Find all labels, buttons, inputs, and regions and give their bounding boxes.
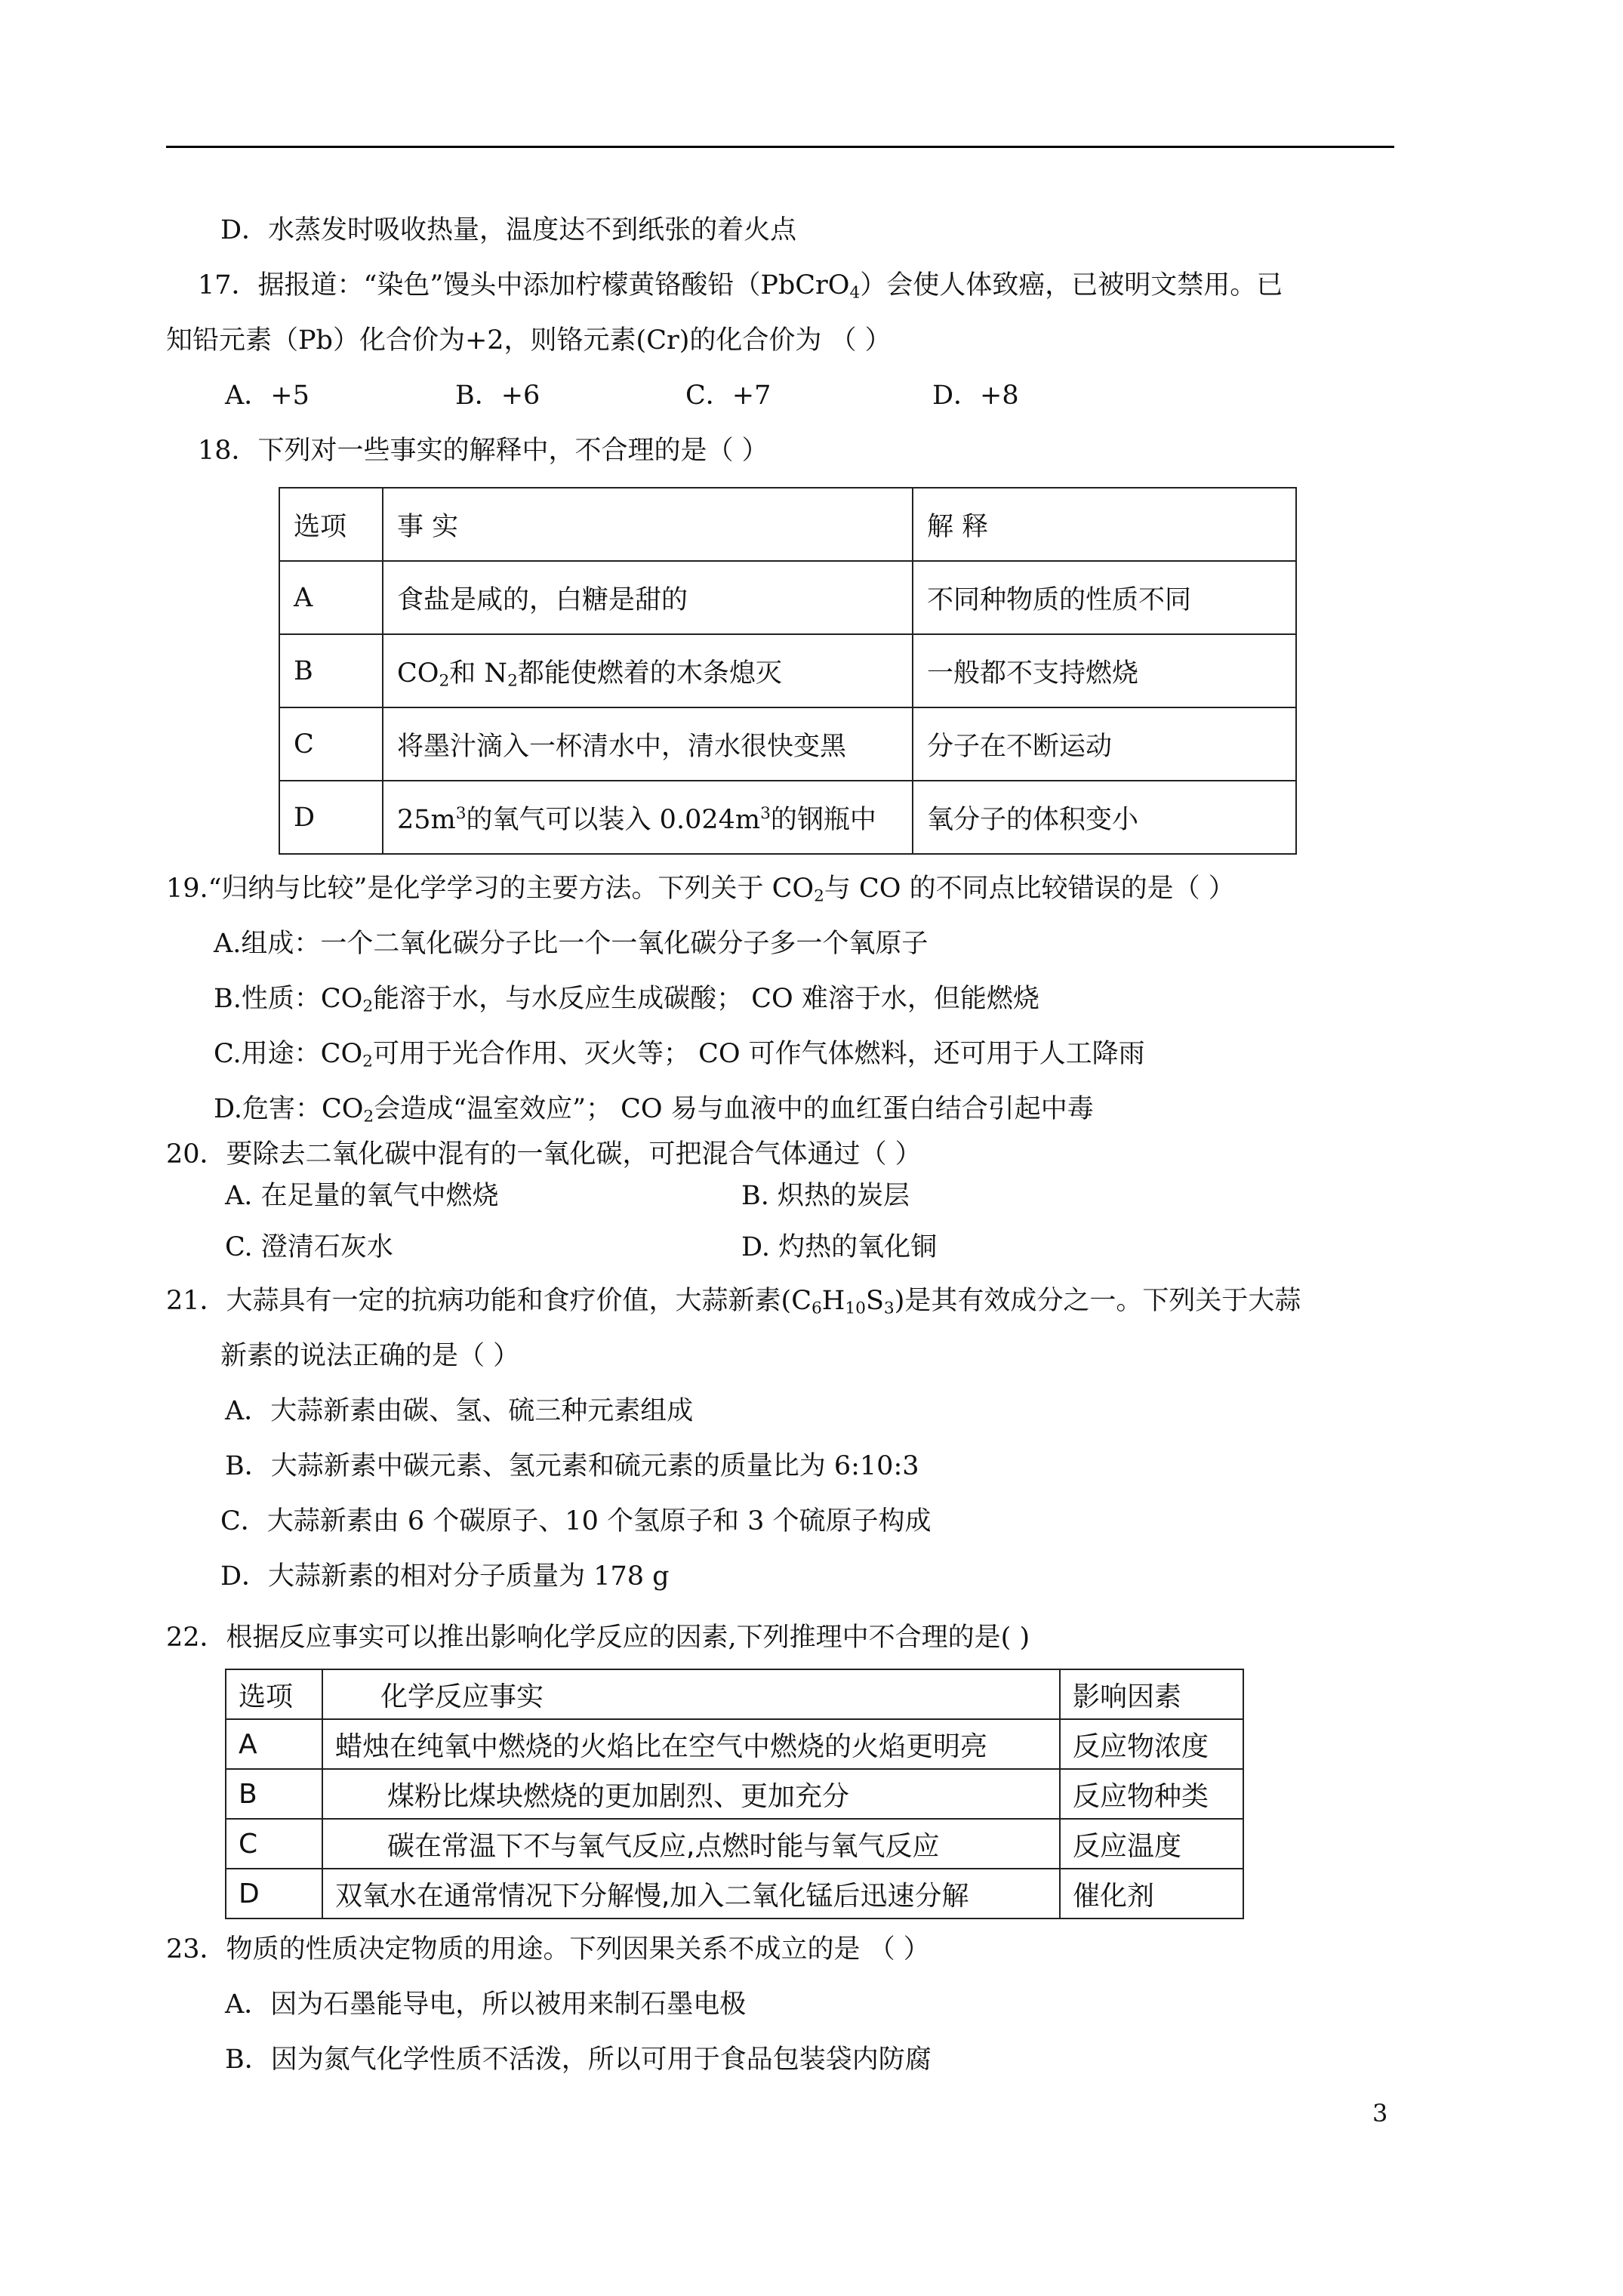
row-fact: 食盐是咸的，白糖是甜的 (383, 561, 913, 634)
header-rule (166, 146, 1394, 148)
row-explanation: 不同种物质的性质不同 (913, 561, 1296, 634)
q16-option-d: D．水蒸发时吸收热量，温度达不到纸张的着火点 (220, 215, 797, 245)
q17-option-c: C．+7 (685, 381, 771, 411)
row-factor: 催化剂 (1060, 1869, 1243, 1918)
q18-stem: 18．下列对一些事实的解释中，不合理的是（ ） (198, 436, 768, 466)
q18-table (279, 487, 1297, 855)
q23-option-b: B．因为氮气化学性质不活泼，所以可用于食品包装袋内防腐 (225, 2045, 932, 2075)
q20-option-a: A. 在足量的氧气中燃烧 (225, 1181, 499, 1211)
q19-option-b: B.性质：$CO_2$能溶于水，与水反应生成碳酸； CO 难溶于水，但能燃烧 (214, 984, 1039, 1016)
table-row (226, 1819, 1243, 1869)
row-explanation: 一般都不支持燃烧 (913, 634, 1296, 707)
row-option: A (226, 1719, 322, 1769)
table-row (226, 1719, 1243, 1769)
header-factor: 影响因素 (1060, 1669, 1243, 1719)
q22-table (225, 1669, 1244, 1919)
q17-stem-line1: 17．据报道：“染色”馒头中添加柠檬黄铬酸铅（PbCrO$_4$）会使人体致癌，已被明文禁用。已 (198, 270, 1283, 303)
table-row (226, 1769, 1243, 1819)
q19-stem: 19.“归纳与比较”是化学学习的主要方法。下列关于 $CO_2$与 CO 的不同点比较错误的是（ ） (166, 874, 1235, 906)
row-option: B (226, 1769, 322, 1819)
q17-stem-line2: 知铅元素（Pb）化合价为+2，则铬元素(Cr)的化合价为 （ ） (166, 325, 892, 356)
header-explanation: 解 释 (913, 488, 1296, 561)
row-fact: 将墨汁滴入一杯清水中，清水很快变黑 (383, 707, 913, 781)
q21-stem-line1: 21．大蒜具有一定的抗病功能和食疗价值，大蒜新素$(C_6H_{10}S_3)$是其有效成分之一。下列关于大蒜 (166, 1286, 1301, 1318)
row-factor: 反应物浓度 (1060, 1719, 1243, 1769)
header-option: 选项 (226, 1669, 322, 1719)
table-row (279, 634, 1296, 707)
q19-option-d: D.危害：$CO_2$会造成“温室效应”； CO 易与血液中的血红蛋白结合引起中毒 (214, 1094, 1094, 1126)
q21-stem-line2: 新素的说法正确的是（ ） (220, 1341, 520, 1371)
q21-option-d: D．大蒜新素的相对分子质量为 178 g (220, 1561, 670, 1592)
row-option: A (279, 561, 383, 634)
row-factor: 反应物种类 (1060, 1769, 1243, 1819)
row-explanation: 氧分子的体积变小 (913, 781, 1296, 854)
header-fact: 化学反应事实 (322, 1669, 1060, 1719)
q17-option-d: D．+8 (932, 381, 1019, 411)
row-fact: $CO_2$和 $N_2$都能使燃着的木条熄灭 (383, 634, 913, 707)
q17-option-a: A．+5 (225, 381, 310, 411)
table-row (226, 1869, 1243, 1918)
q19-option-a: A.组成：一个二氧化碳分子比一个一氧化碳分子多一个氧原子 (214, 929, 929, 959)
row-factor: 反应温度 (1060, 1819, 1243, 1869)
table-row (279, 781, 1296, 854)
row-option: C (279, 707, 383, 781)
row-fact: 蜡烛在纯氧中燃烧的火焰比在空气中燃烧的火焰更明亮 (322, 1719, 1060, 1769)
row-option: D (226, 1869, 322, 1918)
q20-option-c: C. 澄清石灰水 (225, 1232, 393, 1262)
row-option: C (226, 1819, 322, 1869)
row-option: D (279, 781, 383, 854)
q17-option-b: B．+6 (455, 381, 540, 411)
q20-stem: 20．要除去二氧化碳中混有的一氧化碳，可把混合气体通过（ ） (166, 1139, 922, 1170)
q22-stem: 22．根据反应事实可以推出影响化学反应的因素,下列推理中不合理的是( ) (166, 1623, 1030, 1653)
table-header-row (279, 488, 1296, 561)
row-fact: 碳在常温下不与氧气反应,点燃时能与氧气反应 (322, 1819, 1060, 1869)
row-option: B (279, 634, 383, 707)
header-option: 选项 (279, 488, 383, 561)
q23-stem: 23．物质的性质决定物质的用途。下列因果关系不成立的是 （ ） (166, 1934, 930, 1965)
q21-option-a: A．大蒜新素由碳、氢、硫三种元素组成 (225, 1396, 694, 1426)
q20-option-b: B. 炽热的炭层 (741, 1181, 910, 1211)
row-fact: 双氧水在通常情况下分解慢,加入二氧化锰后迅速分解 (322, 1869, 1060, 1918)
table-row (279, 561, 1296, 634)
table-row (279, 707, 1296, 781)
page-number: 3 (1372, 2099, 1388, 2128)
header-fact: 事 实 (383, 488, 913, 561)
q20-option-d: D. 灼热的氧化铜 (741, 1232, 938, 1262)
q23-option-a: A．因为石墨能导电，所以被用来制石墨电极 (225, 1989, 747, 2020)
q19-option-c: C.用途：$CO_2$可用于光合作用、灭火等； CO 可作气体燃料，还可用于人工降雨 (214, 1039, 1145, 1071)
row-explanation: 分子在不断运动 (913, 707, 1296, 781)
row-fact: 煤粉比煤块燃烧的更加剧烈、更加充分 (322, 1769, 1060, 1819)
q21-option-b: B．大蒜新素中碳元素、氢元素和硫元素的质量比为 6:10:3 (225, 1451, 919, 1481)
row-fact: $25m^3$的氧气可以装入 $0.024m^3$的钢瓶中 (383, 781, 913, 854)
q21-option-c: C．大蒜新素由 6 个碳原子、10 个氢原子和 3 个硫原子构成 (220, 1506, 932, 1536)
table-header-row (226, 1669, 1243, 1719)
